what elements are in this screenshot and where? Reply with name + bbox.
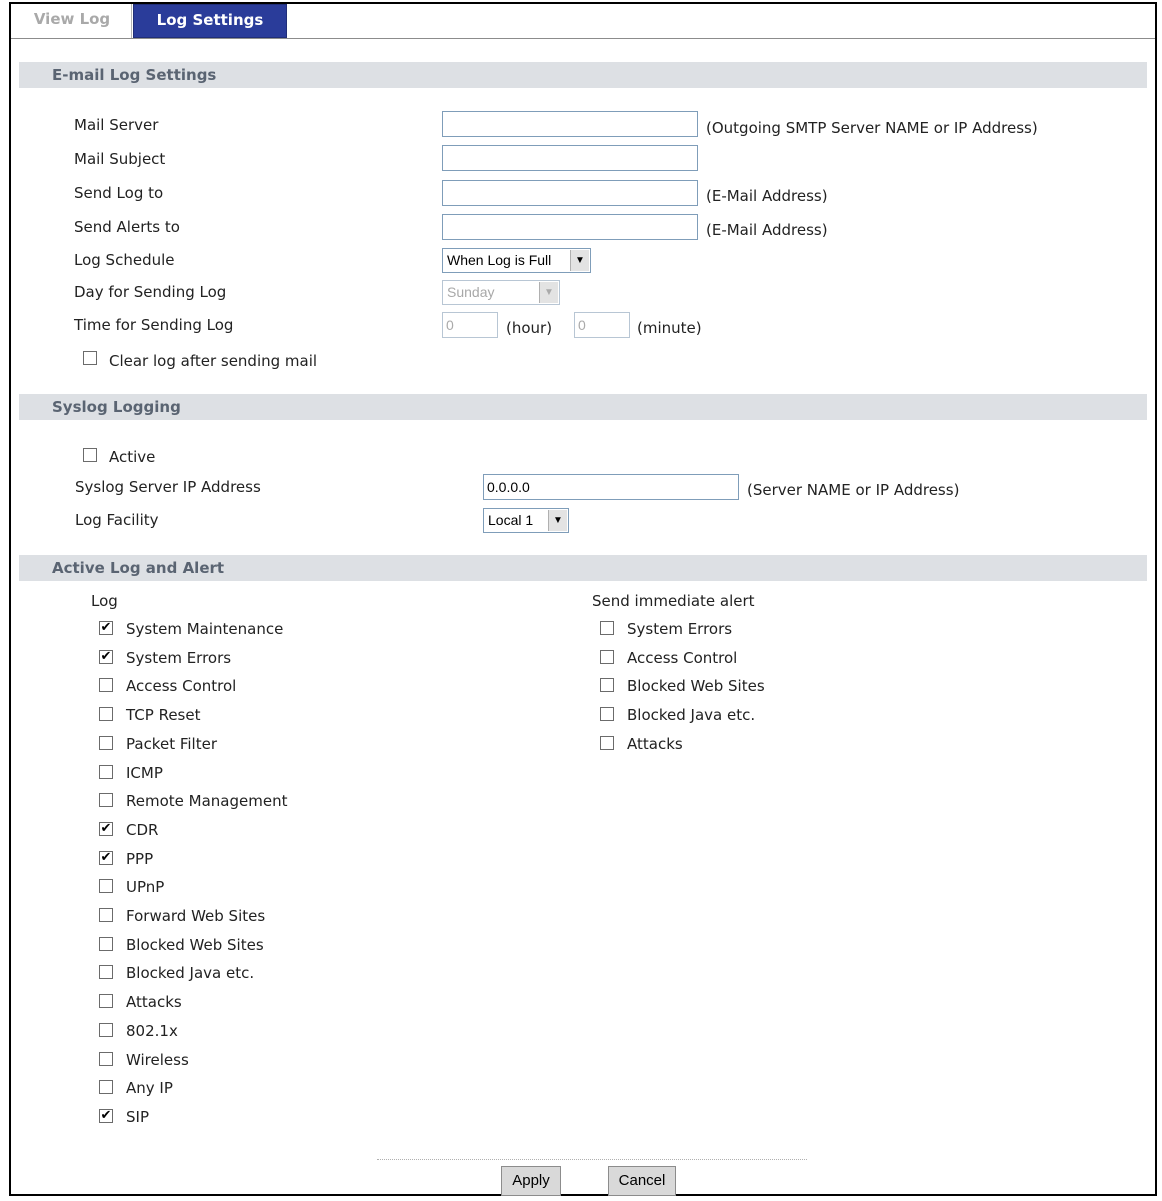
active-log-alert-header: Active Log and Alert <box>19 555 1147 581</box>
log-item-checkbox[interactable]: ✔ <box>100 620 112 635</box>
hour-unit-label: (hour) <box>506 319 553 337</box>
mail-server-label: Mail Server <box>74 116 159 134</box>
tab-view-log[interactable]: View Log <box>13 4 132 38</box>
log-item-label: Remote Management <box>126 792 288 811</box>
hour-input[interactable] <box>442 312 498 338</box>
alert-item-label: System Errors <box>627 620 733 638</box>
log-item-label: SIP <box>126 1107 149 1126</box>
log-item-checkbox[interactable] <box>99 736 113 750</box>
log-item-label: System Maintenance <box>126 620 284 638</box>
alert-item-checkbox[interactable] <box>600 678 614 692</box>
minute-input[interactable] <box>574 312 630 338</box>
log-item-checkbox[interactable] <box>99 678 113 692</box>
log-item-checkbox[interactable]: ✔ <box>100 648 112 664</box>
send-log-to-label: Send Log to <box>74 184 164 202</box>
log-item-label: TCP Reset <box>126 706 201 725</box>
alert-item-label: Attacks <box>627 734 683 753</box>
syslog-server-ip-hint: (Server NAME or IP Address) <box>747 481 960 499</box>
chevron-down-icon: ▼ <box>548 510 567 531</box>
log-schedule-label: Log Schedule <box>74 251 175 269</box>
alert-item-checkbox[interactable] <box>600 707 614 721</box>
log-item-checkbox[interactable] <box>99 1023 113 1037</box>
log-item-label: Any IP <box>126 1079 173 1098</box>
alert-item-label: Access Control <box>627 648 738 667</box>
mail-server-hint: (Outgoing SMTP Server NAME or IP Address) <box>706 119 1038 137</box>
clear-log-label: Clear log after sending mail <box>109 352 318 370</box>
log-item-checkbox[interactable] <box>99 879 113 893</box>
log-item-checkbox[interactable] <box>99 965 113 979</box>
log-schedule-select[interactable] <box>442 248 591 273</box>
log-column-header: Log <box>91 592 118 610</box>
time-for-sending-label: Time for Sending Log <box>74 316 234 334</box>
log-item-label: 802.1x <box>126 1021 178 1040</box>
log-facility-select[interactable] <box>483 508 569 533</box>
alert-item-checkbox[interactable] <box>600 621 614 635</box>
log-item-checkbox[interactable] <box>99 1080 113 1094</box>
log-item-checkbox[interactable] <box>99 707 113 721</box>
log-item-checkbox[interactable] <box>99 937 113 951</box>
syslog-logging-header: Syslog Logging <box>19 394 1147 420</box>
day-for-sending-select[interactable] <box>442 280 560 305</box>
send-log-to-input[interactable] <box>442 180 698 206</box>
email-log-settings-header: E-mail Log Settings <box>19 62 1147 88</box>
alert-item-checkbox[interactable] <box>600 736 614 750</box>
log-item-checkbox[interactable]: ✔ <box>100 1107 112 1123</box>
chevron-down-icon: ▼ <box>570 250 589 271</box>
log-item-label: CDR <box>126 820 159 839</box>
tab-log-settings[interactable]: Log Settings <box>133 4 287 38</box>
log-item-label: PPP <box>126 849 154 868</box>
alert-item-label: Blocked Web Sites <box>627 677 765 696</box>
log-item-label: Blocked Java etc. <box>126 964 255 983</box>
log-item-label: Wireless <box>126 1050 189 1069</box>
log-item-checkbox[interactable] <box>99 793 113 807</box>
log-item-label: ICMP <box>126 763 163 782</box>
mail-subject-input[interactable] <box>442 145 698 171</box>
log-facility-label: Log Facility <box>75 511 159 529</box>
alert-item-label: Blocked Java etc. <box>627 706 756 725</box>
log-item-checkbox[interactable] <box>99 994 113 1008</box>
day-for-sending-value: Sunday <box>447 284 495 300</box>
syslog-server-ip-label: Syslog Server IP Address <box>75 478 261 496</box>
log-item-checkbox[interactable] <box>99 765 113 779</box>
log-settings-panel <box>9 2 1157 1196</box>
apply-button[interactable]: Apply <box>501 1166 561 1196</box>
log-item-label: Attacks <box>126 993 182 1012</box>
log-schedule-value: When Log is Full <box>447 252 552 268</box>
log-item-checkbox[interactable]: ✔ <box>100 820 112 836</box>
day-for-sending-label: Day for Sending Log <box>74 283 227 301</box>
mail-server-input[interactable] <box>442 111 698 137</box>
send-alerts-to-hint: (E-Mail Address) <box>706 221 828 239</box>
clear-log-checkbox[interactable] <box>83 351 97 365</box>
log-item-label: Blocked Web Sites <box>126 935 264 954</box>
send-alerts-to-label: Send Alerts to <box>74 218 180 236</box>
chevron-down-icon: ▼ <box>539 282 558 303</box>
alert-column-header: Send immediate alert <box>592 592 755 610</box>
send-log-to-hint: (E-Mail Address) <box>706 187 828 205</box>
log-facility-value: Local 1 <box>488 512 534 528</box>
log-item-checkbox[interactable] <box>99 1052 113 1066</box>
syslog-server-ip-input[interactable] <box>483 474 739 500</box>
send-alerts-to-input[interactable] <box>442 214 698 240</box>
log-item-checkbox[interactable]: ✔ <box>100 849 112 865</box>
log-item-label: System Errors <box>126 648 232 667</box>
log-item-label: Packet Filter <box>126 734 217 753</box>
divider <box>377 1159 807 1160</box>
log-item-label: UPnP <box>126 878 165 897</box>
syslog-active-label: Active <box>109 448 156 466</box>
syslog-active-checkbox[interactable] <box>83 448 97 462</box>
cancel-button[interactable]: Cancel <box>608 1166 676 1196</box>
log-item-label: Access Control <box>126 677 237 696</box>
log-item-label: Forward Web Sites <box>126 907 266 925</box>
mail-subject-label: Mail Subject <box>74 150 166 168</box>
alert-item-checkbox[interactable] <box>600 650 614 664</box>
minute-unit-label: (minute) <box>637 319 702 337</box>
log-item-checkbox[interactable] <box>99 908 113 922</box>
tab-bar <box>11 4 1155 39</box>
